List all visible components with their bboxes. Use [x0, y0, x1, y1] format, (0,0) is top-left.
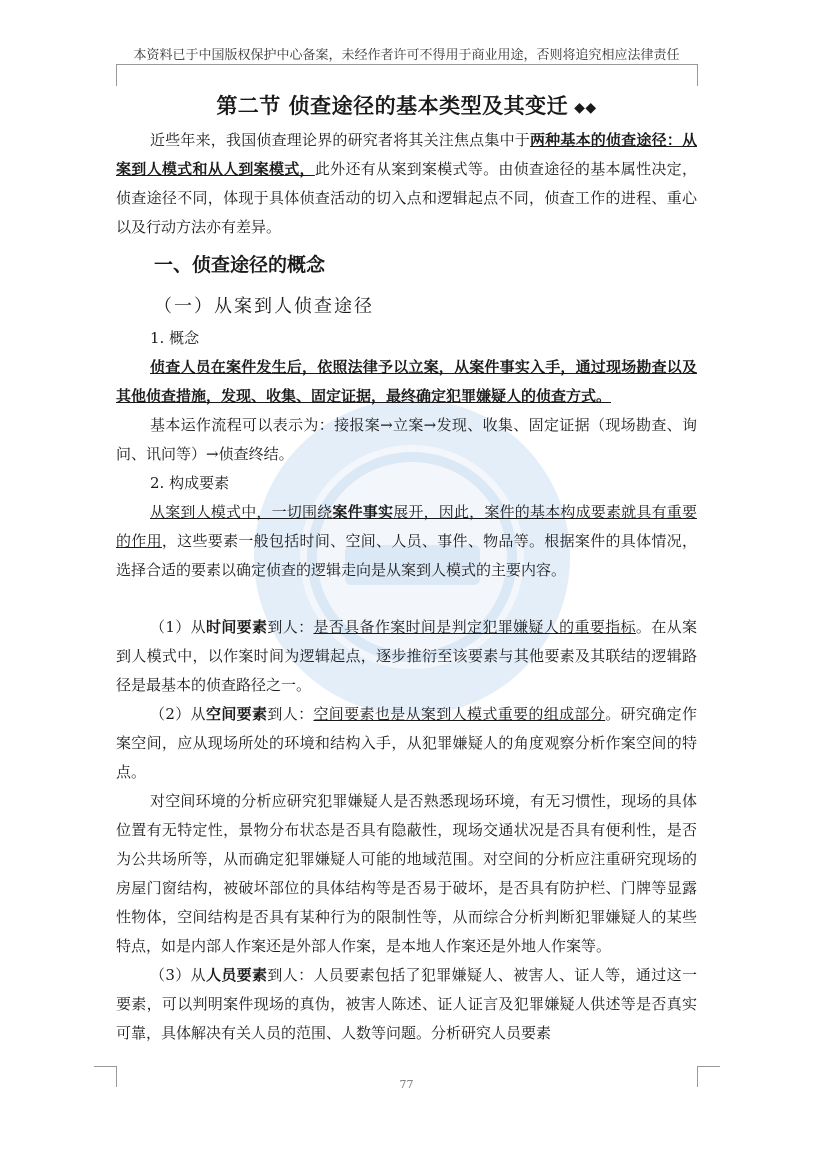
intro-key-phrase: 两种基本的侦查途径：从案到人模式和从人到案模式，	[116, 131, 697, 178]
diamond-marks: ◆◆	[574, 99, 597, 116]
space-analysis-paragraph: 对空间环境的分析应研究犯罪嫌疑人是否熟悉现场环境，有无习惯性，现场的具体位置有无特定性，景物分布状态是否具有隐蔽性，现场交通状况是否具有便利性，是否为公共场所等，从而确定犯罪嫌疑人可能的地域范围。对空间的分析应注重研究现场的房屋门窗结构，被破坏部位的具体结构等是否易于破坏，是否具有防护栏、门牌等显露性物体，空间结构是否具有某种行为的限制性等，从而综合分析判断犯罪嫌疑人的某些特点，如是内部人作案还是外部人作案，是本地人作案还是外地人作案等。	[116, 792, 697, 955]
copyright-notice: 本资料已于中国版权保护中心备案，未经作者许可不得用于商业用途，否则将追究相应法律责任	[133, 48, 680, 63]
item-concept-label: 1. 概念	[150, 329, 200, 347]
elements-paragraph: 从案到人模式中，一切围绕案件事实展开，因此，案件的基本构成要素就具有重要的作用，这些要素一般包括时间、空间、人员、事件、物品等。根据案件的具体情况，选择合适的要素以确定侦查的逻辑走向是从案到人模式的主要内容。	[116, 503, 697, 579]
time-element-paragraph: （1）从时间要素到人：是否具备作案时间是判定犯罪嫌疑人的重要指标。在从案到人模式中，以作案时间为逻辑起点，逐步推衍至该要素与其他要素及其联结的逻辑路径是最基本的侦查路径之一。	[116, 618, 697, 694]
flow-paragraph: 基本运作流程可以表示为：接报案→立案→发现、收集、固定证据（现场勘查、询问、讯问等）→侦查终结。	[116, 416, 697, 463]
person-element-paragraph: （3）从人员要素到人：人员要素包括了犯罪嫌疑人、被害人、证人等，通过这一要素，可以判明案件现场的真伪，被害人陈述、证人证言及犯罪嫌疑人供述等是否真实可靠，具体解决有关人员的范围、人数等问题。分析研究人员要素	[116, 966, 697, 1042]
section-heading: 一、侦查途径的概念	[154, 254, 326, 276]
subsection-heading: （一）从案到人侦查途径	[154, 296, 374, 317]
paragraph-gap	[116, 585, 697, 613]
definition-paragraph: 侦查人员在案件发生后，依照法律予以立案，从案件事实入手，通过现场勘查以及其他侦查措施，发现、收集、固定证据，最终确定犯罪嫌疑人的侦查方式。	[116, 358, 697, 405]
header-rule	[116, 64, 697, 65]
intro-paragraph: 近些年来，我国侦查理论界的研究者将其关注焦点集中于两种基本的侦查途径：从案到人模式和从人到案模式，此外还有从案到案模式等。由侦查途径的基本属性决定，侦查途径不同，体现于具体侦查活动的切入点和逻辑起点不同，侦查工作的进程、重心以及行动方法亦有差异。	[116, 131, 697, 236]
crop-mark-top-left	[94, 64, 117, 86]
space-element-paragraph: （2）从空间要素到人：空间要素也是从案到人模式重要的组成部分。研究确定作案空间，应从现场所处的环境和结构入手，从犯罪嫌疑人的角度观察分析作案空间的特点。	[116, 705, 697, 781]
page-number: 77	[399, 1078, 414, 1091]
page-body	[116, 86, 697, 1048]
page-title: 第二节 侦查途径的基本类型及其变迁 ◆◆	[216, 93, 597, 118]
item-elements-label: 2. 构成要素	[150, 474, 230, 492]
crop-mark-top-right	[697, 64, 720, 86]
